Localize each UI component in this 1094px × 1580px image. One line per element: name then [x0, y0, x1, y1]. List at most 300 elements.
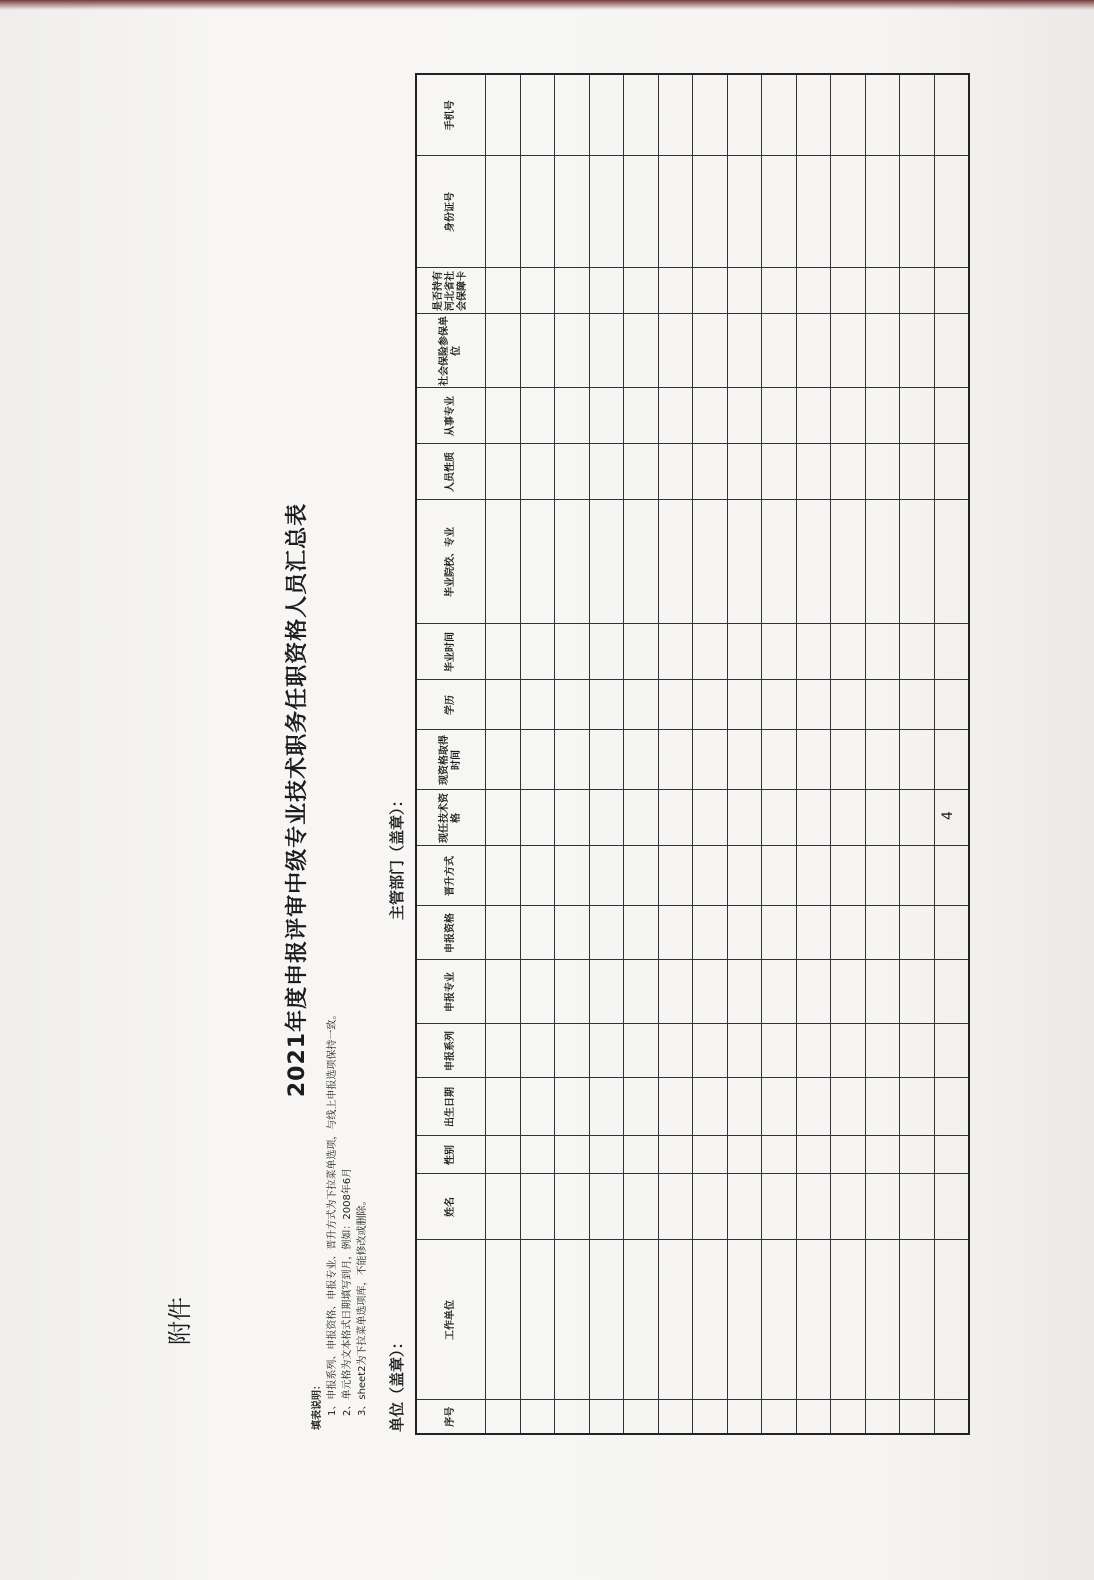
- table-cell: [693, 1240, 728, 1400]
- table-cell: [658, 680, 693, 730]
- table-cell: [900, 74, 935, 156]
- col-header-current-title: 现任技术资格: [416, 790, 486, 846]
- table-cell: [486, 156, 521, 268]
- table-row: [727, 74, 762, 1434]
- page-top-edge: [0, 0, 1094, 10]
- table-cell: [831, 74, 866, 156]
- table-cell: [624, 906, 659, 960]
- table-cell: [589, 846, 624, 906]
- table-cell: [658, 268, 693, 314]
- table-cell: [727, 846, 762, 906]
- table-cell: [624, 1240, 659, 1400]
- table-row: [796, 74, 831, 1434]
- table-cell: [727, 624, 762, 680]
- table-cell: [520, 500, 555, 624]
- table-cell: [900, 960, 935, 1024]
- table-cell: [831, 846, 866, 906]
- table-cell: [831, 1400, 866, 1434]
- table-row: [762, 74, 797, 1434]
- col-header-promotion-mode: 晋升方式: [416, 846, 486, 906]
- table-cell: [727, 1078, 762, 1136]
- table-cell: [796, 846, 831, 906]
- table-cell: [934, 74, 969, 156]
- table-cell: [624, 74, 659, 156]
- table-cell: [865, 790, 900, 846]
- page-number: 4: [940, 811, 956, 820]
- table-cell: [831, 790, 866, 846]
- table-cell: [831, 906, 866, 960]
- table-cell: [520, 74, 555, 156]
- table-cell: [658, 74, 693, 156]
- table-cell: [762, 680, 797, 730]
- table-cell: [658, 846, 693, 906]
- table-row: [693, 74, 728, 1434]
- table-cell: [589, 156, 624, 268]
- table-cell: [831, 388, 866, 444]
- table-cell: [762, 268, 797, 314]
- table-cell: [624, 680, 659, 730]
- table-cell: [693, 388, 728, 444]
- table-cell: [555, 156, 590, 268]
- table-cell: [520, 1240, 555, 1400]
- table-cell: [865, 846, 900, 906]
- table-cell: [555, 1174, 590, 1240]
- table-cell: [762, 156, 797, 268]
- table-cell: [865, 1400, 900, 1434]
- table-cell: [693, 268, 728, 314]
- table-cell: [486, 388, 521, 444]
- table-cell: [486, 680, 521, 730]
- table-cell: [900, 730, 935, 790]
- table-cell: [796, 680, 831, 730]
- table-cell: [831, 314, 866, 388]
- table-body: [486, 74, 970, 1434]
- col-header-series: 申报系列: [416, 1024, 486, 1078]
- table-cell: [865, 624, 900, 680]
- table-cell: [624, 444, 659, 500]
- table-cell: [762, 314, 797, 388]
- instruction-line-1: 1、申报系列、申报资格、申报专业、晋升方式为下拉菜单选项，与线上申报选项保持一致。: [327, 1009, 338, 1416]
- table-cell: [624, 388, 659, 444]
- table-cell: [520, 1174, 555, 1240]
- table-cell: [900, 846, 935, 906]
- col-header-qualification: 申报资格: [416, 906, 486, 960]
- table-cell: [934, 1078, 969, 1136]
- col-header-specialty: 申报专业: [416, 960, 486, 1024]
- table-cell: [727, 268, 762, 314]
- table-cell: [796, 156, 831, 268]
- table-cell: [486, 1024, 521, 1078]
- table-cell: [624, 1174, 659, 1240]
- table-cell: [589, 1136, 624, 1174]
- table-cell: [520, 730, 555, 790]
- table-cell: [589, 1024, 624, 1078]
- table-cell: [900, 268, 935, 314]
- table-cell: [555, 790, 590, 846]
- table-cell: [520, 388, 555, 444]
- table-cell: [900, 500, 935, 624]
- table-cell: [555, 730, 590, 790]
- table-cell: [727, 314, 762, 388]
- table-cell: [865, 500, 900, 624]
- table-cell: [727, 388, 762, 444]
- table-cell: [589, 1078, 624, 1136]
- table-cell: [555, 960, 590, 1024]
- table-cell: [693, 1136, 728, 1174]
- table-cell: [900, 1240, 935, 1400]
- table-cell: [658, 624, 693, 680]
- table-cell: [900, 1024, 935, 1078]
- table-cell: [727, 960, 762, 1024]
- table-cell: [865, 1136, 900, 1174]
- table-cell: [624, 500, 659, 624]
- table-cell: [762, 960, 797, 1024]
- table-cell: [831, 1024, 866, 1078]
- table-header-row: [416, 74, 486, 1434]
- table-cell: [727, 74, 762, 156]
- table-cell: [796, 444, 831, 500]
- table-cell: [486, 960, 521, 1024]
- table-cell: [900, 1400, 935, 1434]
- table-cell: [520, 846, 555, 906]
- col-header-name: 姓名: [416, 1174, 486, 1240]
- table-cell: [486, 1136, 521, 1174]
- table-cell: [727, 1400, 762, 1434]
- table-row: [934, 74, 969, 1434]
- col-header-gender: 性别: [416, 1136, 486, 1174]
- table-cell: [727, 730, 762, 790]
- table-cell: [934, 680, 969, 730]
- table-cell: [520, 1024, 555, 1078]
- table-cell: [796, 268, 831, 314]
- table-cell: [693, 730, 728, 790]
- table-cell: [486, 730, 521, 790]
- table-cell: [900, 156, 935, 268]
- table-cell: [624, 624, 659, 680]
- table-cell: [934, 624, 969, 680]
- table-cell: [486, 790, 521, 846]
- table-cell: [762, 1024, 797, 1078]
- annex-label: 附件: [166, 1297, 194, 1345]
- table-cell: [796, 1174, 831, 1240]
- table-cell: [658, 1078, 693, 1136]
- col-header-title-date: 现资格取得时间: [416, 730, 486, 790]
- table-cell: [796, 1024, 831, 1078]
- table-cell: [658, 1174, 693, 1240]
- table-cell: [589, 730, 624, 790]
- table-cell: [486, 906, 521, 960]
- col-header-school-major: 毕业院校、专业: [416, 500, 486, 624]
- instruction-line-3: 3、sheet2为下拉菜单选项库，不能修改或删除。: [357, 1195, 368, 1416]
- table-cell: [865, 388, 900, 444]
- table-cell: [831, 1240, 866, 1400]
- table-cell: [486, 74, 521, 156]
- col-header-graduation-date: 毕业时间: [416, 624, 486, 680]
- table-cell: [555, 74, 590, 156]
- table-cell: [520, 444, 555, 500]
- instruction-line-2: 2、单元格为文本格式日期填写到月，例如：2008年6月: [342, 1167, 353, 1416]
- table-cell: [520, 790, 555, 846]
- table-cell: [520, 1078, 555, 1136]
- table-cell: [796, 1136, 831, 1174]
- table-cell: [831, 680, 866, 730]
- table-cell: [520, 1136, 555, 1174]
- table-cell: [865, 444, 900, 500]
- rotated-form-sheet: [110, 80, 956, 1520]
- table-row: [589, 74, 624, 1434]
- table-cell: [831, 268, 866, 314]
- table-cell: [865, 680, 900, 730]
- table-cell: [693, 74, 728, 156]
- table-cell: [589, 1400, 624, 1434]
- table-cell: [520, 156, 555, 268]
- table-cell: [934, 1174, 969, 1240]
- table-cell: [796, 1078, 831, 1136]
- table-cell: [486, 1078, 521, 1136]
- table-cell: [693, 156, 728, 268]
- unit-seal-label: 单位（盖章）：: [388, 1334, 406, 1432]
- table-cell: [589, 500, 624, 624]
- table-row: [624, 74, 659, 1434]
- table-cell: [900, 1136, 935, 1174]
- table-cell: [934, 268, 969, 314]
- table-cell: [762, 444, 797, 500]
- table-cell: [762, 730, 797, 790]
- table-cell: [555, 314, 590, 388]
- table-cell: [486, 624, 521, 680]
- table-cell: [865, 314, 900, 388]
- table-cell: [865, 730, 900, 790]
- table-cell: [589, 444, 624, 500]
- table-cell: [900, 1078, 935, 1136]
- table-cell: [762, 500, 797, 624]
- document-title: 2021年度申报评审中级专业技术职务任职资格人员汇总表: [285, 502, 310, 1098]
- table-cell: [693, 790, 728, 846]
- table-cell: [555, 388, 590, 444]
- table-cell: [900, 388, 935, 444]
- table-cell: [658, 1240, 693, 1400]
- table-cell: [589, 960, 624, 1024]
- table-cell: [589, 1240, 624, 1400]
- table-cell: [555, 1400, 590, 1434]
- table-cell: [762, 906, 797, 960]
- table-cell: [693, 680, 728, 730]
- col-header-birth-date: 出生日期: [416, 1078, 486, 1136]
- table-cell: [555, 444, 590, 500]
- table-cell: [762, 1400, 797, 1434]
- table-cell: [624, 1400, 659, 1434]
- table-cell: [934, 1024, 969, 1078]
- table-cell: [900, 314, 935, 388]
- table-cell: [762, 790, 797, 846]
- table-cell: [520, 268, 555, 314]
- col-header-insurance-unit: 社会保险参保单位: [416, 314, 486, 388]
- table-cell: [796, 906, 831, 960]
- table-cell: [693, 1400, 728, 1434]
- table-cell: [520, 1400, 555, 1434]
- table-cell: [865, 1174, 900, 1240]
- table-cell: [762, 1078, 797, 1136]
- table-cell: [486, 444, 521, 500]
- table-cell: [624, 730, 659, 790]
- table-cell: [658, 960, 693, 1024]
- col-header-education: 学历: [416, 680, 486, 730]
- table-cell: [520, 624, 555, 680]
- table-cell: [831, 444, 866, 500]
- table-row: [658, 74, 693, 1434]
- table-cell: [934, 388, 969, 444]
- table-cell: [934, 444, 969, 500]
- table-cell: [624, 156, 659, 268]
- table-cell: [555, 680, 590, 730]
- table-cell: [693, 624, 728, 680]
- table-cell: [934, 500, 969, 624]
- table-cell: [624, 960, 659, 1024]
- table-cell: [693, 1078, 728, 1136]
- table-cell: [934, 1240, 969, 1400]
- table-cell: [727, 1024, 762, 1078]
- table-cell: [865, 906, 900, 960]
- table-cell: [762, 1136, 797, 1174]
- table-cell: [658, 730, 693, 790]
- table-cell: [520, 680, 555, 730]
- table-cell: [624, 1024, 659, 1078]
- table-row: [555, 74, 590, 1434]
- col-header-work-specialty: 从事专业: [416, 388, 486, 444]
- table-cell: [865, 1240, 900, 1400]
- table-cell: [727, 1240, 762, 1400]
- table-cell: [486, 268, 521, 314]
- table-cell: [486, 846, 521, 906]
- table-row: [865, 74, 900, 1434]
- table-cell: [624, 1136, 659, 1174]
- table-cell: [934, 730, 969, 790]
- table-cell: [727, 790, 762, 846]
- table-cell: [762, 1240, 797, 1400]
- table-cell: [934, 960, 969, 1024]
- table-cell: [520, 960, 555, 1024]
- col-header-index: 序号: [416, 1400, 486, 1434]
- table-cell: [727, 1136, 762, 1174]
- table-cell: [589, 268, 624, 314]
- table-cell: [555, 1024, 590, 1078]
- col-header-personnel-type: 人员性质: [416, 444, 486, 500]
- col-header-phone: 手机号: [416, 74, 486, 156]
- table-cell: [555, 268, 590, 314]
- table-cell: [658, 500, 693, 624]
- table-cell: [486, 1174, 521, 1240]
- col-header-work-unit: 工作单位: [416, 1240, 486, 1400]
- table-cell: [727, 1174, 762, 1240]
- table-cell: [762, 388, 797, 444]
- table-cell: [555, 846, 590, 906]
- table-cell: [727, 444, 762, 500]
- table-cell: [727, 906, 762, 960]
- table-cell: [831, 1174, 866, 1240]
- table-cell: [658, 314, 693, 388]
- table-cell: [486, 500, 521, 624]
- table-cell: [934, 1136, 969, 1174]
- table-row: [900, 74, 935, 1434]
- table-cell: [693, 906, 728, 960]
- table-cell: [762, 846, 797, 906]
- table-cell: [693, 1174, 728, 1240]
- table-cell: [865, 268, 900, 314]
- table-cell: [900, 680, 935, 730]
- table-cell: [796, 730, 831, 790]
- table-cell: [865, 960, 900, 1024]
- table-cell: [727, 156, 762, 268]
- table-cell: [624, 846, 659, 906]
- table-cell: [693, 1024, 728, 1078]
- table-cell: [658, 1400, 693, 1434]
- table-cell: [486, 1240, 521, 1400]
- table-cell: [589, 74, 624, 156]
- table-cell: [589, 790, 624, 846]
- table-cell: [693, 846, 728, 906]
- table-cell: [762, 624, 797, 680]
- table-cell: [658, 388, 693, 444]
- table-cell: [900, 624, 935, 680]
- table-cell: [762, 74, 797, 156]
- table-cell: [589, 314, 624, 388]
- table-row: [831, 74, 866, 1434]
- table-cell: [865, 74, 900, 156]
- table-cell: [796, 1400, 831, 1434]
- table-cell: [934, 906, 969, 960]
- table-cell: [486, 314, 521, 388]
- table-cell: [796, 500, 831, 624]
- table-cell: [555, 1078, 590, 1136]
- table-cell: [693, 444, 728, 500]
- table-cell: [589, 906, 624, 960]
- table-cell: [693, 314, 728, 388]
- table-cell: [520, 314, 555, 388]
- table-cell: [589, 388, 624, 444]
- table-cell: [555, 500, 590, 624]
- table-cell: [520, 906, 555, 960]
- table-cell: [865, 156, 900, 268]
- table-cell: [624, 314, 659, 388]
- table-cell: [589, 1174, 624, 1240]
- table-cell: [934, 1400, 969, 1434]
- table-cell: [900, 906, 935, 960]
- table-cell: [555, 906, 590, 960]
- table-cell: [658, 790, 693, 846]
- table-cell: [693, 960, 728, 1024]
- table-cell: [831, 730, 866, 790]
- table-cell: [831, 624, 866, 680]
- table-cell: [831, 1136, 866, 1174]
- department-seal-label: 主管部门（盖章）：: [388, 792, 406, 920]
- table-cell: [555, 624, 590, 680]
- table-cell: [934, 846, 969, 906]
- table-row: [520, 74, 555, 1434]
- table-cell: [865, 1024, 900, 1078]
- table-cell: [796, 624, 831, 680]
- table-row: [486, 74, 521, 1434]
- table-cell: [658, 156, 693, 268]
- table-cell: [900, 790, 935, 846]
- table-cell: [831, 960, 866, 1024]
- table-cell: [624, 1078, 659, 1136]
- table-cell: [658, 906, 693, 960]
- summary-table: [415, 73, 970, 1435]
- table-cell: [831, 1078, 866, 1136]
- table-cell: [796, 74, 831, 156]
- table-cell: [762, 1174, 797, 1240]
- table-cell: [831, 156, 866, 268]
